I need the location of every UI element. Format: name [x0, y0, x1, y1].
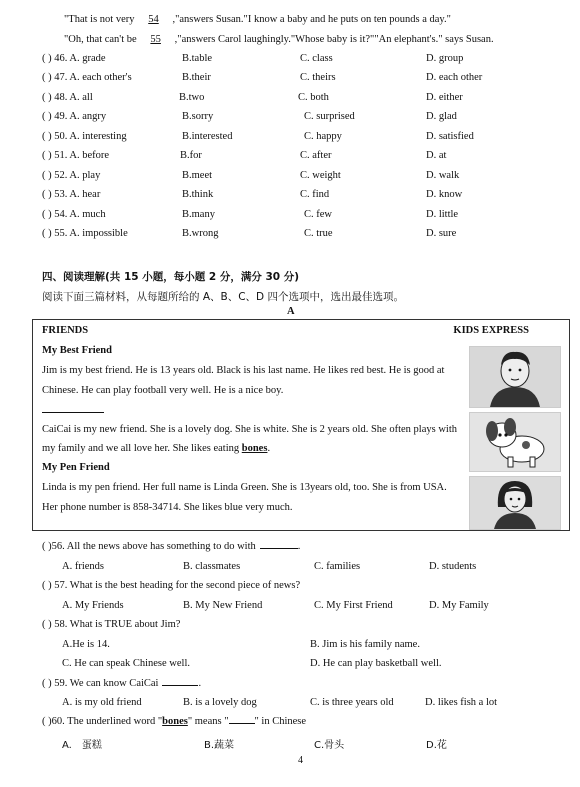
answer-blank [260, 548, 298, 549]
cloze-row [42, 189, 562, 203]
option-b[interactable]: B. Jim is his family name. [310, 639, 420, 650]
question-number: ( ) 55. A. impossible [42, 228, 128, 239]
dialogue-line-1: "That is not very 54 ,"answers Susan."I know a baby and he puts on ten pounds a day." [64, 14, 451, 25]
option-c[interactable]: C. surprised [304, 111, 355, 122]
option-a[interactable]: A. 蛋糕 [62, 740, 102, 751]
question-59: ( ) 59. We can know CaiCai . [42, 678, 202, 689]
story3-title: My Pen Friend [42, 462, 110, 473]
option-c[interactable]: C.骨头 [314, 740, 345, 751]
option-c[interactable]: C. My First Friend [314, 600, 393, 611]
option-b[interactable]: B.interested [182, 131, 233, 142]
option-a[interactable]: A. friends [62, 561, 104, 572]
dialogue-line-2: "Oh, that can't be 55 ,"answers Carol laughingly."Whose baby is it?""An elephant's." says Susan. [64, 34, 494, 45]
question-60-options [42, 736, 562, 750]
news-header-right: KIDS EXPRESS [453, 325, 529, 336]
news-box [32, 319, 570, 531]
option-b[interactable]: B.many [182, 209, 215, 220]
cloze-row [42, 53, 562, 67]
story1-line1: Jim is my best friend. He is 13 years old. Black is his last name. He likes red best. He is good at [42, 365, 445, 376]
option-d[interactable]: D. satisfied [426, 131, 474, 142]
question-58-options-ab [42, 639, 562, 653]
question-56-options [42, 561, 562, 575]
question-number: ( ) 48. A. all [42, 92, 93, 103]
cloze-row [42, 111, 562, 125]
blank-55: 55 [150, 34, 161, 45]
section-heading: 四、阅读理解(共 15 小题，每小题 2 分，满分 30 分) [42, 271, 300, 283]
option-d[interactable]: D. My Family [429, 600, 489, 611]
story1-title: My Best Friend [42, 345, 112, 356]
option-c[interactable]: C. after [300, 150, 332, 161]
option-c[interactable]: C. find [300, 189, 330, 200]
page-number: 4 [298, 755, 303, 766]
option-b[interactable]: B.meet [182, 170, 213, 181]
option-d[interactable]: D.花 [426, 740, 447, 751]
option-d[interactable]: D. walk [426, 170, 460, 181]
option-c[interactable]: C. theirs [300, 72, 336, 83]
question-number: ( ) 52. A. play [42, 170, 101, 181]
answer-blank [162, 685, 198, 686]
option-c[interactable]: C. families [314, 561, 361, 572]
story2-line1: CaiCai is my new friend. She is a lovely dog. She is white. She is 2 years old. She often plays with [42, 424, 457, 435]
boy-illustration [469, 346, 561, 408]
answer-blank [229, 723, 255, 724]
option-d[interactable]: D. sure [426, 228, 457, 239]
option-c[interactable]: C. class [300, 53, 333, 64]
option-b[interactable]: B.table [182, 53, 213, 64]
option-c[interactable]: C. true [304, 228, 333, 239]
question-56: ( )56. All the news above has something to do with . [42, 541, 301, 552]
option-c[interactable]: C. both [298, 92, 329, 103]
option-c[interactable]: C. weight [300, 170, 341, 181]
dog-illustration [469, 412, 561, 472]
question-58-options-cd [42, 658, 562, 672]
story1-line2: Chinese. He can play football very well. He is a nice boy. [42, 385, 284, 396]
cloze-row [42, 209, 562, 223]
option-a[interactable]: A. My Friends [62, 600, 124, 611]
question-60: ( )60. The underlined word "bones" means " " in Chinese [42, 716, 307, 727]
option-d[interactable]: D. glad [426, 111, 457, 122]
option-d[interactable]: D. at [426, 150, 447, 161]
blank-54: 54 [148, 14, 159, 25]
option-c[interactable]: C. is three years old [310, 697, 394, 708]
story2-title-blank [42, 404, 104, 413]
part-label: A [287, 306, 295, 317]
option-a[interactable]: A.He is 14. [62, 639, 110, 650]
option-d[interactable]: D. students [429, 561, 477, 572]
option-b[interactable]: B.two [179, 92, 205, 103]
question-57: ( ) 57. What is the best heading for the second piece of news? [42, 580, 301, 591]
option-b[interactable]: B.蔬菜 [204, 740, 235, 751]
question-59-options [42, 697, 562, 711]
news-header-left: FRIENDS [42, 325, 89, 336]
option-d[interactable]: D. either [426, 92, 463, 103]
option-b[interactable]: B.their [182, 72, 211, 83]
option-c[interactable]: C. few [304, 209, 332, 220]
option-b[interactable]: B.sorry [182, 111, 214, 122]
option-b[interactable]: B. is a lovely dog [183, 697, 257, 708]
section-instruction: 阅读下面三篇材料，从每题所给的 A、B、C、D 四个选项中，选出最佳选项。 [42, 291, 404, 303]
option-d[interactable]: D. likes fish a lot [425, 697, 498, 708]
question-number: ( ) 50. A. interesting [42, 131, 127, 142]
option-d[interactable]: D. each other [426, 72, 483, 83]
option-c[interactable]: C. He can speak Chinese well. [62, 658, 191, 669]
option-c[interactable]: C. happy [304, 131, 342, 142]
question-number: ( ) 49. A. angry [42, 111, 107, 122]
option-b[interactable]: B. classmates [183, 561, 241, 572]
option-d[interactable]: D. know [426, 189, 463, 200]
story2-line2: my family and we all love her. She likes eating bones. [42, 443, 271, 454]
cloze-row [42, 228, 562, 242]
option-b[interactable]: B. My New Friend [183, 600, 263, 611]
cloze-row [42, 72, 562, 86]
cloze-row [42, 92, 562, 106]
question-number: ( ) 54. A. much [42, 209, 106, 220]
girl-illustration [469, 476, 561, 530]
question-57-options [42, 600, 562, 614]
cloze-row [42, 150, 562, 164]
option-d[interactable]: D. He can play basketball well. [310, 658, 442, 669]
question-number: ( ) 47. A. each other's [42, 72, 132, 83]
option-b[interactable]: B.think [182, 189, 214, 200]
option-b[interactable]: B.for [180, 150, 202, 161]
underlined-word: bones [241, 443, 268, 454]
question-number: ( ) 53. A. hear [42, 189, 101, 200]
option-d[interactable]: D. little [426, 209, 459, 220]
option-a[interactable]: A. is my old friend [62, 697, 142, 708]
option-b[interactable]: B.wrong [182, 228, 219, 239]
story3-line2: Her phone number is 858-34714. She likes blue very much. [42, 502, 293, 513]
cloze-row [42, 131, 562, 145]
story3-line1: Linda is my pen friend. Her full name is Linda Green. She is 13years old, too. She is from USA. [42, 482, 447, 493]
cloze-row [42, 170, 562, 184]
question-number: ( ) 51. A. before [42, 150, 110, 161]
question-58: ( ) 58. What is TRUE about Jim? [42, 619, 181, 630]
option-d[interactable]: D. group [426, 53, 464, 64]
question-number: ( ) 46. A. grade [42, 53, 106, 64]
